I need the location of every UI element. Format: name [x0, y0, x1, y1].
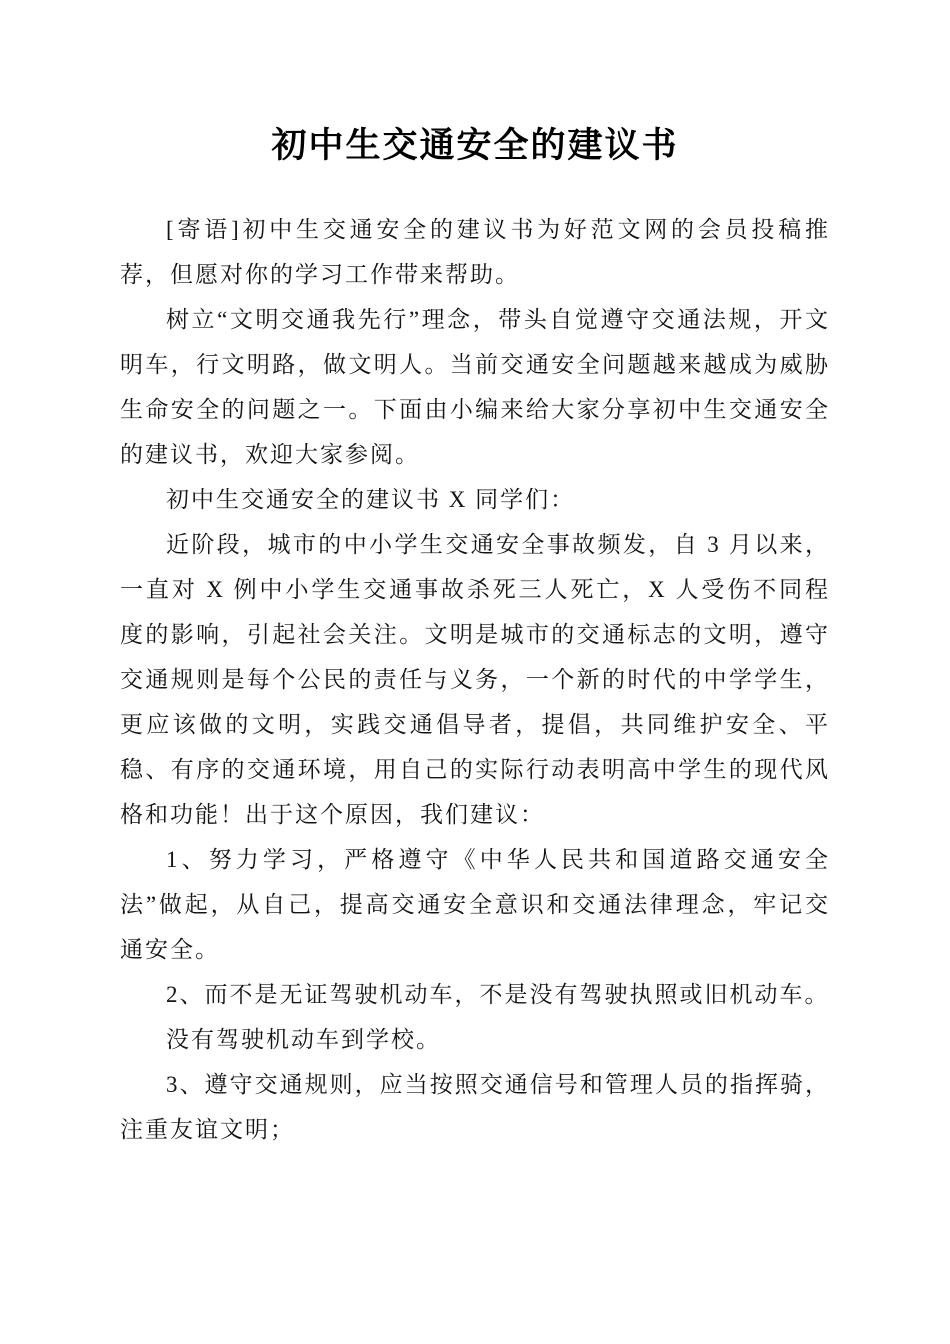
paragraph-suggestion-1: 1、努力学习，严格遵守《中华人民共和国道路交通安全法”做起，从自己，提高交通安全意识和交通法律理念，牢记交通安全。 [120, 846, 830, 962]
document-title: 初中生交通安全的建议书 [271, 126, 679, 165]
paragraph-intro: 树立“文明交通我先行”理念，带头自觉遵守交通法规，开文明车，行文明路，做文明人。当前交通安全问题越来越成为威胁生命安全的问题之一。下面由小编来给大家分享初中生交通安全的建议书，欢迎大家参阅。 [120, 306, 830, 467]
paragraph-suggestion-2b: 没有驾驶机动车到学校。 [166, 1026, 441, 1052]
paragraph-preface: [寄语]初中生交通安全的建议书为好范文网的会员投稿推荐，但愿对你的学习工作带来帮助。 [120, 216, 830, 287]
paragraph-suggestion-2: 2、而不是无证驾驶机动车，不是没有驾驶执照或旧机动车。 [166, 981, 830, 1007]
paragraph-salutation: 初中生交通安全的建议书 X 同学们： [166, 486, 576, 512]
paragraph-background: 近阶段，城市的中小学生交通安全事故频发，自 3 月以来，一直对 X 例中小学生交通事故杀死三人死亡，X 人受伤不同程度的影响，引起社会关注。文明是城市的交通标志的文明，遵守交通规则是每个公民的责任与义务，一个新的时代的中学学生，更应该做的文明，实践交通倡导者，提倡，共同维护安全、平稳、有序的交通环境，用自己的实际行动表明高中学生的现代风格和功能！出于这个原因，我们建议： [120, 531, 830, 827]
paragraph-suggestion-3: 3、遵守交通规则，应当按照交通信号和管理人员的指挥骑，注重友谊文明； [120, 1071, 830, 1142]
document-body [120, 207, 830, 1152]
